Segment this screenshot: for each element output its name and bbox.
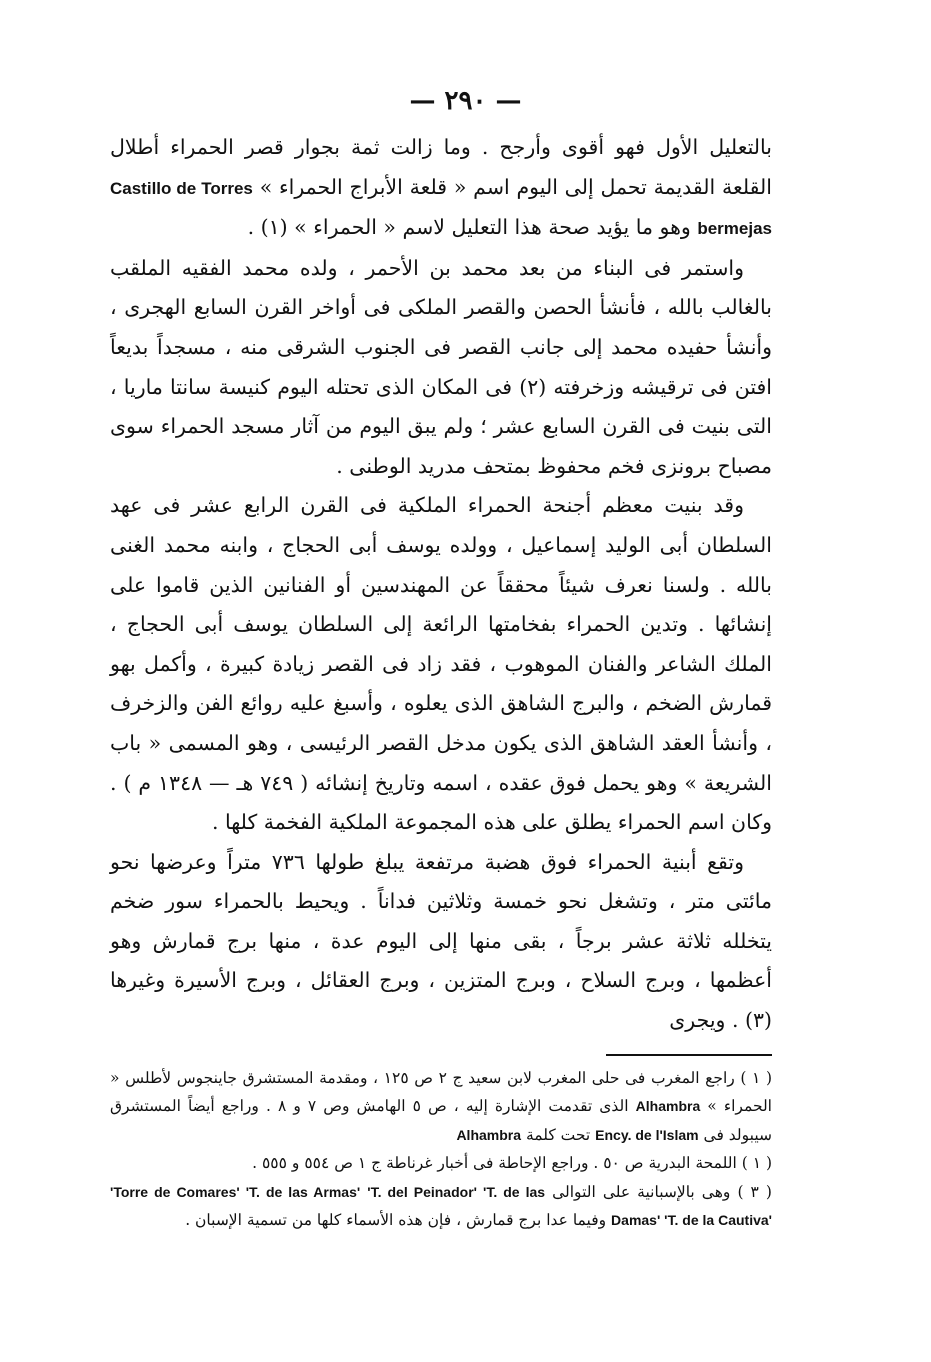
footnote-3: [110, 1178, 772, 1235]
paragraph-1-latin-term: Castillo de Torres bermejas: [110, 178, 772, 239]
footnote-3-text-a: ( ٣ ) وهى بالإسبانية على التوالى: [552, 1182, 772, 1201]
footnote-1: [110, 1064, 772, 1149]
footnote-1-latin-2: Ency. de l'Islam: [595, 1126, 699, 1143]
footnote-3-latin-2: 'T. del Peinador' 'T. de las Damas' 'T. de la Cautiva': [367, 1183, 772, 1229]
paragraph-1-text-b: وهو ما يؤيد صحة هذا التعليل لاسم « الحمراء » (١) .: [247, 215, 691, 240]
footnote-1-latin-3: Alhambra: [456, 1126, 522, 1143]
footnote-1-text-a: ( ١ ) راجع المغرب فى حلى المغرب لابن سعيد ج ٢ ص ١٢٥ ، ومقدمة المستشرق جاينجوس لأطلس « الحمراء »: [110, 1069, 773, 1116]
footnote-3-latin-1: 'Torre de Comares' 'T. de las Armas': [110, 1183, 361, 1200]
footnote-1-text-b: الذى تقدمت الإشارة إليه ، ص ٥ الهامش وص ٧ و ٨ . وراجع أيضاً المستشرق سيبولد فى: [110, 1097, 772, 1144]
paragraph-1-text-a: بالتعليل الأول فهو أقوى وأرجح . وما زالت ثمة بجوار قصر الحمراء أطلال القلعة القديمة تحمل إلى اليوم اسم « قلعة الأبراج الحمراء »: [110, 135, 772, 199]
footnote-3-text-b: وفيما عدا برج قمارش ، فإن هذه الأسماء كلها من تسمية الإسبان .: [185, 1211, 607, 1230]
paragraph-4: وتقع أبنية الحمراء فوق هضبة مرتفعة يبلغ طولها ٧٣٦ متراً وعرضها نحو مائتى متر ، وتشغل نحو خمسة وثلاثين فداناً . ويحيط بالحمراء سور ضخم يتخلله ثلاثة عشر برجاً ، بقى منها إلى اليوم عدة ، منها برج قمارش وهو أعظمها ، وبرج السلاح ، وبرج المتزين ، وبرج العقائل ، وبرج الأسيرة وغيرها (٣) . ويجرى: [110, 849, 772, 1033]
footnote-2: ( ١ ) اللمحة البدرية ص ٥٠ . وراجع الإحاطة فى أخبار غرناطة ج ١ ص ٥٥٤ و ٥٥٥ .: [252, 1154, 772, 1173]
footnote-separator: [606, 1054, 772, 1056]
paragraph-1: [110, 128, 772, 249]
footnote-1-text-c: تحت كلمة: [525, 1125, 591, 1144]
paragraph-3: وقد بنيت معظم أجنحة الحمراء الملكية فى القرن الرابع عشر فى عهد السلطان أبى الوليد إسماعيل ، وولده يوسف أبى الحجاج ، وابنه محمد الغنى بالله . ولسنا نعرف شيئاً محققاً عن المهندسين أو الفنانين الذين قاموا على إنشائها . وتدين الحمراء بفخامتها الرائعة إلى السلطان يوسف أبى الحجاج ، الملك الشاعر والفنان الموهوب ، فقد زاد فى القصر زيادة كبيرة ، وأكمل بهو قمارش الضخم ، والبرج الشاهق الذى يعلوه ، وأسبغ عليه روائع الفن والزخرف ، وأنشأ العقد الشاهق الذى يكون مدخل القصر الرئيسى ، وهو المسمى « باب الشريعة » وهو يحمل فوق عقده ، اسمه وتاريخ إنشائه ( ٧٤٩ هـ — ١٣٤٨ م ) . وكان اسم الحمراء يطلق على هذه المجموعة الملكية الفخمة كلها .: [110, 493, 773, 835]
body-text: [110, 128, 772, 1041]
page-number: — ٢٩٠ —: [409, 86, 522, 116]
paragraph-2: واستمر فى البناء من بعد محمد بن الأحمر ، ولده محمد الفقيه الملقب بالغالب بالله ، فأنشأ الحصن والقصر الملكى فى أواخر القرن السابع الهجرى ، وأنشأ حفيده محمد إلى جانب القصر فى الجنوب الشرقى منه ، مسجداً بديعاً افتن فى ترقيشه وزخرفته (٢) فى المكان الذى تحتله اليوم كنيسة سانتا ماريا ، التى بنيت فى القرن السابع عشر ؛ ولم يبق اليوم من آثار مسجد الحمراء سوى مصباح برونزى فخم محفوظ بمتحف مدريد الوطنى .: [110, 255, 772, 478]
footnote-1-latin-1: Alhambra: [635, 1098, 701, 1115]
footnotes: [110, 1064, 772, 1234]
